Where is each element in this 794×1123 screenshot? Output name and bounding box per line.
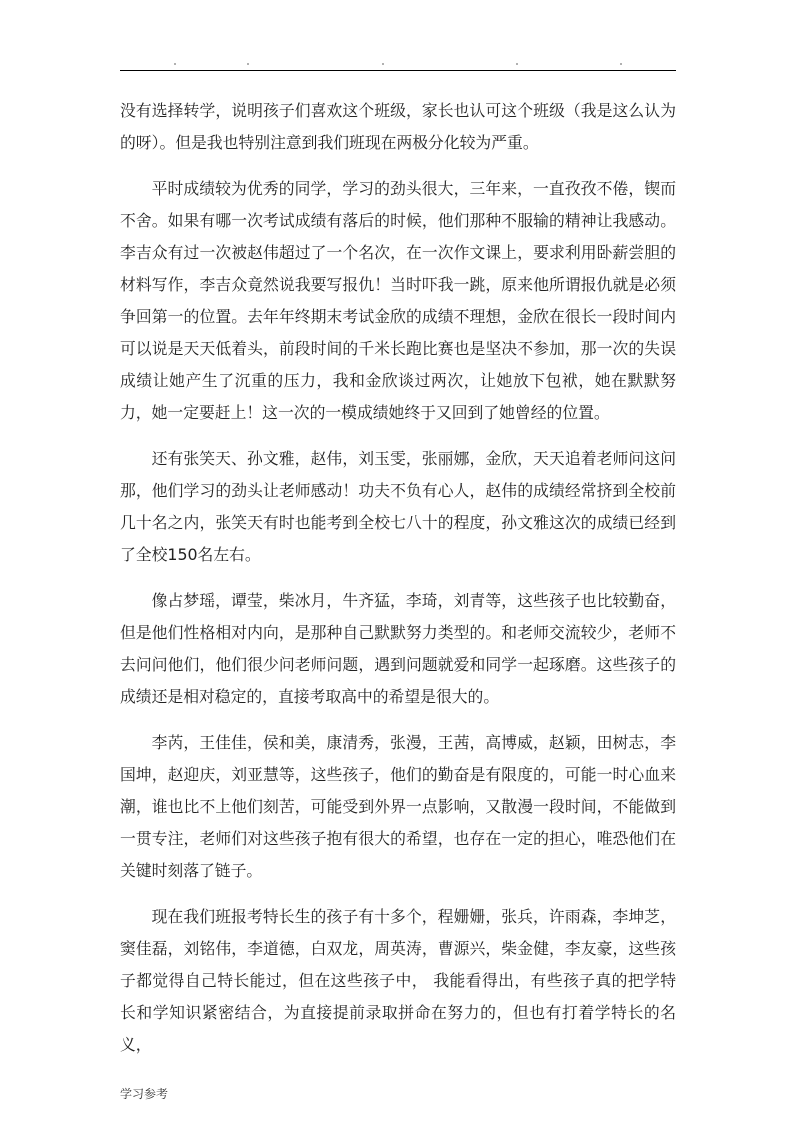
page-footer: 学习参考 (120, 1087, 169, 1101)
paragraph: 李芮，王佳佳，侯和美，康清秀，张漫，王茜，高博威，赵颖，田树志，李国坤，赵迎庆，刘亚慧等，这些孩子，他们的勤奋是有限度的，可能一时心血来潮，谁也比不上他们刻苦，可能受到外界一点影响，又散漫一段时间，不能做到一贯专注，老师们对这些孩子抱有很大的希望，也存在一定的担心，唯恐他们在关键时刻落了链子。 (120, 733, 676, 880)
header-dot (620, 63, 622, 65)
paragraph: 平时成绩较为优秀的同学，学习的劲头很大，三年来，一直孜孜不倦，锲而不舍。如果有哪一次考试成绩有落后的时候，他们那种不服输的精神让我感动。李吉众有过一次被赵伟超过了一个名次，在一次作文课上，要求利用卧薪尝胆的材料写作，李吉众竟然说我要写报仇！当时吓我一跳，原来他所谓报仇就是必须争回第一的位置。去年年终期末考试金欣的成绩不理想，金欣在很长一段时间内可以说是天天低着头，前段时间的千米长跑比赛也是坚决不参加，那一次的失误成绩让她产生了沉重的压力，我和金欣谈过两次，让她放下包袱，她在默默努力，她一定要赶上！这一次的一模成绩她终于又回到了她曾经的位置。 (120, 179, 676, 422)
paragraph: 像占梦瑶，谭莹，柴冰月，牛齐猛，李琦，刘青等，这些孩子也比较勤奋，但是他们性格相对内向，是那种自己默默努力类型的。和老师交流较少，老师不去问问他们，他们很少问老师问题，遇到问题就爱和同学一起琢磨。这些孩子的成绩还是相对稳定的，直接考取高中的希望是很大的。 (120, 591, 676, 706)
document-body (120, 95, 676, 1075)
header-dot (247, 63, 249, 65)
paragraph: 现在我们班报考特长生的孩子有十多个，程姗姗，张兵，许雨森，李坤芝，窦佳磊，刘铭伟，李道德，白双龙，周英涛，曹源兴，柴金健，李友豪，这些孩子都觉得自己特长能过，但在这些孩子中， 我能看得出，有些孩子真的把学特长和学知识紧密结合，为直接提前录取拼命在努力的，但也有打着学特长的名义， (120, 907, 676, 1054)
header-dot (516, 63, 518, 65)
header-dot (382, 63, 384, 65)
paragraph: 还有张笑天、孙文雅，赵伟，刘玉雯，张丽娜，金欣，天天追着老师问这问那，他们学习的劲头让老师感动！功夫不负有心人，赵伟的成绩经常挤到全校前几十名之内，张笑天有时也能考到全校七八十的程度，孙文雅这次的成绩已经到了全校150名左右。 (120, 449, 676, 564)
header-rule (120, 70, 676, 71)
header-dot (174, 63, 176, 65)
paragraph: 没有选择转学，说明孩子们喜欢这个班级，家长也认可这个班级（我是这么认为的呀）。但是我也特别注意到我们班现在两极分化较为严重。 (120, 101, 676, 152)
